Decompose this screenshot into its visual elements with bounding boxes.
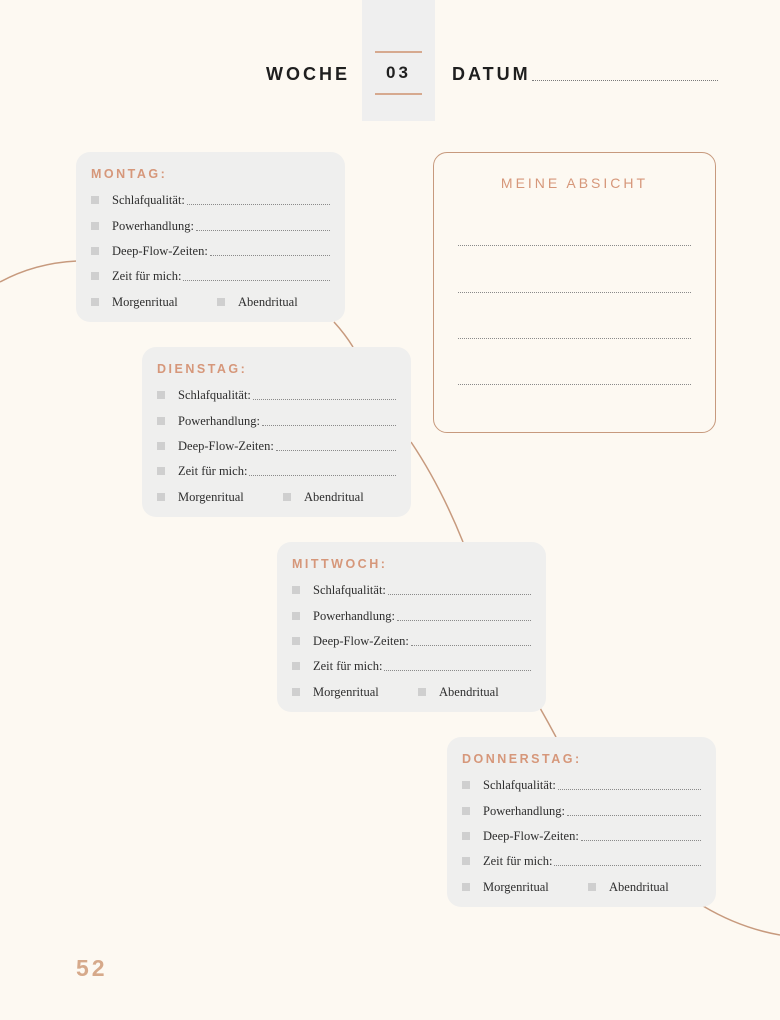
field-row-sleep[interactable]	[91, 192, 330, 208]
field-label: Deep-Flow-Zeiten:	[112, 243, 208, 258]
fill-line[interactable]	[554, 856, 701, 866]
field-row-power[interactable]	[292, 608, 531, 624]
evening-ritual-checkbox[interactable]	[283, 493, 291, 501]
fill-line[interactable]	[411, 636, 531, 646]
field-label: Deep-Flow-Zeiten:	[178, 438, 274, 453]
intention-box	[433, 152, 716, 433]
checkbox-icon	[292, 637, 300, 645]
intention-line[interactable]	[458, 384, 691, 385]
fill-line[interactable]	[183, 271, 330, 281]
checkbox-icon	[462, 857, 470, 865]
evening-ritual-label: Abendritual	[439, 684, 499, 699]
evening-ritual-label: Abendritual	[238, 294, 298, 309]
ritual-row	[91, 294, 330, 310]
checkbox-icon	[292, 612, 300, 620]
day-title: MONTAG:	[91, 167, 168, 181]
day-title: DIENSTAG:	[157, 362, 248, 376]
field-label: Powerhandlung:	[178, 413, 260, 428]
field-row-sleep[interactable]	[157, 387, 396, 403]
field-label: Schlafqualität:	[178, 387, 251, 402]
field-row-flow[interactable]	[292, 633, 531, 649]
day-card-tuesday	[142, 347, 411, 517]
morning-ritual-label: Morgenritual	[313, 684, 379, 699]
field-row-sleep[interactable]	[292, 582, 531, 598]
morning-ritual-checkbox[interactable]	[292, 688, 300, 696]
page-number: 52	[76, 955, 108, 981]
field-row-me-time[interactable]	[91, 268, 330, 284]
week-tab	[362, 0, 435, 121]
checkbox-icon	[292, 662, 300, 670]
intention-line[interactable]	[458, 292, 691, 293]
evening-ritual-label: Abendritual	[609, 879, 669, 894]
week-label: WOCHE	[266, 64, 350, 84]
field-label: Powerhandlung:	[483, 803, 565, 818]
fill-line[interactable]	[187, 195, 330, 205]
day-card-thursday	[447, 737, 716, 907]
fill-line[interactable]	[384, 661, 531, 671]
day-card-monday	[76, 152, 345, 322]
morning-ritual-checkbox[interactable]	[91, 298, 99, 306]
field-label: Zeit für mich:	[112, 268, 182, 283]
date-input-line[interactable]	[532, 80, 718, 81]
day-title: MITTWOCH:	[292, 557, 388, 571]
field-row-me-time[interactable]	[462, 853, 701, 869]
checkbox-icon	[157, 391, 165, 399]
morning-ritual-label: Morgenritual	[483, 879, 549, 894]
intention-title: MEINE ABSICHT	[500, 175, 649, 191]
field-label: Powerhandlung:	[112, 218, 194, 233]
morning-ritual-label: Morgenritual	[178, 489, 244, 504]
field-row-power[interactable]	[462, 803, 701, 819]
checkbox-icon	[292, 586, 300, 594]
fill-line[interactable]	[397, 611, 531, 621]
morning-ritual-checkbox[interactable]	[157, 493, 165, 501]
checkbox-icon	[157, 467, 165, 475]
evening-ritual-checkbox[interactable]	[588, 883, 596, 891]
evening-ritual-label: Abendritual	[304, 489, 364, 504]
checkbox-icon	[91, 222, 99, 230]
morning-ritual-label: Morgenritual	[112, 294, 178, 309]
fill-line[interactable]	[567, 806, 701, 816]
week-number: 03	[386, 63, 411, 82]
field-row-power[interactable]	[157, 413, 396, 429]
checkbox-icon	[91, 272, 99, 280]
field-label: Deep-Flow-Zeiten:	[483, 828, 579, 843]
day-card-wednesday	[277, 542, 546, 712]
intention-line[interactable]	[458, 245, 691, 246]
ritual-row	[157, 489, 396, 505]
fill-line[interactable]	[253, 390, 396, 400]
field-label: Deep-Flow-Zeiten:	[313, 633, 409, 648]
fill-line[interactable]	[581, 831, 701, 841]
intention-line[interactable]	[458, 338, 691, 339]
ritual-row	[292, 684, 531, 700]
checkbox-icon	[462, 832, 470, 840]
checkbox-icon	[91, 196, 99, 204]
morning-ritual-checkbox[interactable]	[462, 883, 470, 891]
field-label: Schlafqualität:	[112, 192, 185, 207]
field-row-power[interactable]	[91, 218, 330, 234]
fill-line[interactable]	[262, 416, 396, 426]
field-row-me-time[interactable]	[292, 658, 531, 674]
field-label: Powerhandlung:	[313, 608, 395, 623]
date-label: DATUM	[452, 64, 531, 84]
field-row-sleep[interactable]	[462, 777, 701, 793]
fill-line[interactable]	[210, 246, 330, 256]
checkbox-icon	[157, 417, 165, 425]
field-row-flow[interactable]	[157, 438, 396, 454]
checkbox-icon	[157, 442, 165, 450]
checkbox-icon	[91, 247, 99, 255]
evening-ritual-checkbox[interactable]	[418, 688, 426, 696]
field-label: Zeit für mich:	[483, 853, 553, 868]
checkbox-icon	[462, 781, 470, 789]
field-label: Schlafqualität:	[483, 777, 556, 792]
field-label: Schlafqualität:	[313, 582, 386, 597]
ritual-row	[462, 879, 701, 895]
day-title: DONNERSTAG:	[462, 752, 582, 766]
field-row-me-time[interactable]	[157, 463, 396, 479]
week-rule-top	[375, 51, 422, 53]
evening-ritual-checkbox[interactable]	[217, 298, 225, 306]
field-row-flow[interactable]	[91, 243, 330, 259]
field-label: Zeit für mich:	[178, 463, 248, 478]
checkbox-icon	[462, 807, 470, 815]
fill-line[interactable]	[249, 466, 396, 476]
field-label: Zeit für mich:	[313, 658, 383, 673]
fill-line[interactable]	[196, 221, 330, 231]
fill-line[interactable]	[276, 441, 396, 451]
fill-line[interactable]	[388, 585, 531, 595]
fill-line[interactable]	[558, 780, 701, 790]
field-row-flow[interactable]	[462, 828, 701, 844]
week-rule-bottom	[375, 93, 422, 95]
